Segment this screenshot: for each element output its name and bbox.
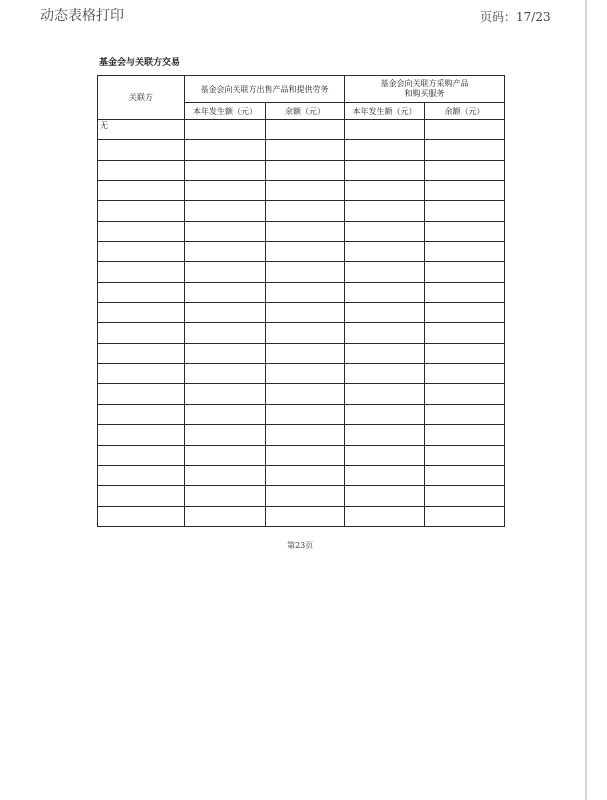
cell-related-party	[98, 221, 185, 241]
table-row	[98, 303, 505, 323]
table-cell	[425, 384, 505, 404]
table-cell	[185, 221, 266, 241]
cell-related-party	[98, 303, 185, 323]
table-cell	[425, 242, 505, 262]
table-cell	[425, 221, 505, 241]
table-cell	[266, 262, 345, 282]
table-cell	[345, 221, 425, 241]
table-cell	[185, 262, 266, 282]
scan-page-edge	[585, 0, 587, 800]
table-cell	[266, 221, 345, 241]
table-cell	[266, 506, 345, 526]
table-cell	[185, 181, 266, 201]
header-related-party: 关联方	[98, 76, 185, 120]
header-purchase-current-year: 本年发生额（元）	[345, 103, 425, 120]
table-cell	[266, 201, 345, 221]
table-row	[98, 364, 505, 384]
table-cell	[425, 262, 505, 282]
table-cell	[425, 364, 505, 384]
table-cell	[266, 120, 345, 140]
table-row	[98, 445, 505, 465]
table-cell	[266, 323, 345, 343]
table-row	[98, 201, 505, 221]
cell-related-party	[98, 160, 185, 180]
table-cell	[345, 343, 425, 363]
table-cell	[425, 140, 505, 160]
table-cell	[185, 506, 266, 526]
page-number: 第23页	[287, 541, 314, 550]
table-row	[98, 262, 505, 282]
table-cell	[425, 181, 505, 201]
table-row	[98, 160, 505, 180]
table-cell	[266, 486, 345, 506]
header-sales-group: 基金会向关联方出售产品和提供劳务	[185, 76, 345, 103]
table-cell	[425, 486, 505, 506]
cell-related-party	[98, 343, 185, 363]
cell-related-party	[98, 140, 185, 160]
table-cell	[345, 384, 425, 404]
table-cell	[425, 425, 505, 445]
table-row	[98, 404, 505, 424]
table-cell	[266, 242, 345, 262]
header-purchase-balance: 余额（元）	[425, 103, 505, 120]
table-cell	[345, 486, 425, 506]
section-title: 基金会与关联方交易	[99, 58, 181, 68]
related-party-transactions-table	[97, 75, 504, 527]
print-title: 动态表格打印	[40, 8, 124, 24]
table-cell	[185, 303, 266, 323]
table-cell	[185, 445, 266, 465]
table-cell	[185, 384, 266, 404]
table-cell	[345, 506, 425, 526]
table-cell	[185, 404, 266, 424]
cell-related-party	[98, 242, 185, 262]
header-purchase-group: 基金会向关联方采购产品 和购买服务	[345, 76, 505, 103]
cell-related-party	[98, 262, 185, 282]
table-cell	[185, 242, 266, 262]
table-cell	[345, 120, 425, 140]
table-cell	[185, 486, 266, 506]
table-cell	[345, 364, 425, 384]
table-row	[98, 323, 505, 343]
cell-related-party	[98, 181, 185, 201]
table-cell	[425, 506, 505, 526]
table-cell	[266, 303, 345, 323]
table-row	[98, 181, 505, 201]
table-cell	[345, 282, 425, 302]
table-row	[98, 425, 505, 445]
table-cell	[185, 120, 266, 140]
cell-related-party	[98, 384, 185, 404]
table-cell	[345, 303, 425, 323]
table-cell	[266, 425, 345, 445]
table-cell	[266, 343, 345, 363]
table-cell	[185, 201, 266, 221]
table-cell	[345, 425, 425, 445]
cell-related-party	[98, 506, 185, 526]
table-cell	[266, 404, 345, 424]
cell-related-party	[98, 323, 185, 343]
table-cell	[345, 445, 425, 465]
cell-related-party	[98, 282, 185, 302]
table-cell	[266, 364, 345, 384]
table-cell	[185, 343, 266, 363]
table-row	[98, 343, 505, 363]
table-cell	[425, 303, 505, 323]
table-body	[98, 120, 505, 527]
table-cell	[266, 160, 345, 180]
cell-related-party	[98, 445, 185, 465]
table-cell	[266, 181, 345, 201]
table-cell	[266, 140, 345, 160]
table-cell	[185, 425, 266, 445]
table-cell	[345, 404, 425, 424]
table-cell	[185, 160, 266, 180]
table-row	[98, 465, 505, 485]
table-row	[98, 384, 505, 404]
table-cell	[425, 323, 505, 343]
table-cell	[345, 242, 425, 262]
table-cell	[266, 384, 345, 404]
table-cell	[345, 181, 425, 201]
cell-related-party	[98, 425, 185, 445]
table-cell	[425, 120, 505, 140]
table-row	[98, 506, 505, 526]
table-cell	[185, 323, 266, 343]
cell-related-party	[98, 465, 185, 485]
cell-related-party	[98, 404, 185, 424]
table-cell	[425, 404, 505, 424]
table-row	[98, 120, 505, 140]
table-cell	[266, 282, 345, 302]
table-cell	[345, 323, 425, 343]
table-row	[98, 486, 505, 506]
cell-related-party	[98, 364, 185, 384]
table-cell	[425, 465, 505, 485]
table-cell	[345, 465, 425, 485]
table-cell	[345, 262, 425, 282]
table-row	[98, 242, 505, 262]
table-cell	[345, 160, 425, 180]
table-cell	[345, 201, 425, 221]
table-cell	[266, 445, 345, 465]
table-row	[98, 140, 505, 160]
table-cell	[185, 364, 266, 384]
cell-related-party	[98, 486, 185, 506]
table-cell	[185, 465, 266, 485]
page-indicator: 页码：17/23	[480, 10, 551, 24]
table-cell	[345, 140, 425, 160]
cell-related-party	[98, 201, 185, 221]
table-row	[98, 221, 505, 241]
cell-related-party: 无	[98, 120, 185, 140]
table-cell	[425, 201, 505, 221]
table-cell	[425, 282, 505, 302]
table-cell	[185, 282, 266, 302]
header-sales-current-year: 本年发生额（元）	[185, 103, 266, 120]
table-cell	[185, 140, 266, 160]
table-cell	[266, 465, 345, 485]
table-cell	[425, 160, 505, 180]
table-cell	[425, 445, 505, 465]
header-sales-balance: 余额（元）	[266, 103, 345, 120]
table-cell	[425, 343, 505, 363]
table-row	[98, 282, 505, 302]
